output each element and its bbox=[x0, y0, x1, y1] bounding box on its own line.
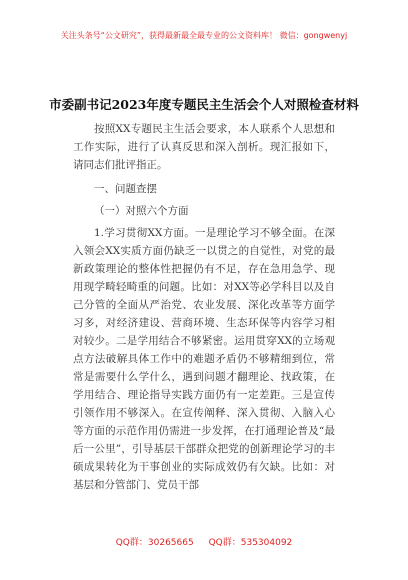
subsection-heading: （一）对照六个方面 bbox=[94, 205, 189, 217]
document-title: 市委副书记2023年度专题民主生活会个人对照检查材料 bbox=[49, 97, 359, 112]
footer bbox=[0, 535, 408, 548]
document-body bbox=[73, 120, 335, 500]
body-paragraph: 1.学习贯彻XX方面。一是理论学习不够全面。在深入领会XX实质方面仍缺乏一以贯之的自觉性，对党的最新政策理论的整体性把握仍有不足，存在急用急学、现用现学畸轻畸重的问题。比如：对XX等必学科目以及自己分管的全面从严治党、农业发展、深化改革等方面学习多，对经济建设、营商环境、生态环保等内容学习相对较少。二是学用结合不够紧密。运用贯穿XX的立场观点方法破解具体工作中的难题矛盾仍不够精细到位，常常是需要什么学什么，遇到问题才翻理论、找政策，在学用结合、理论指导实践方面仍有一定差距。三是宣传引领作用不够深入。在宣传阐释、深入贯彻、入脑入心等方面的示范作用仍需进一步发挥，在打通理论普及“最后一公里”，引导基层干部群众把党的创新理论学习的丰硕成果转化为干事创业的实际成效仍有欠缺。比如：对基层和分管部门、党员干部 bbox=[73, 227, 335, 491]
footer-qq-group-1: QQ群：30265665 bbox=[115, 538, 194, 548]
section-heading: 一、问题查摆 bbox=[94, 183, 157, 195]
top-banner: 关注头条号“公文研究”，获得最新最全最专业的公文资料库！ 微信：gongwenyj bbox=[60, 31, 348, 40]
footer-qq-group-2: QQ群：535304092 bbox=[208, 538, 293, 548]
intro-paragraph: 按照XX专题民主生活会要求，本人联系个人思想和工作实际，进行了认真反思和深入剖析。现汇报如下，请同志们批评指正。 bbox=[73, 123, 335, 171]
